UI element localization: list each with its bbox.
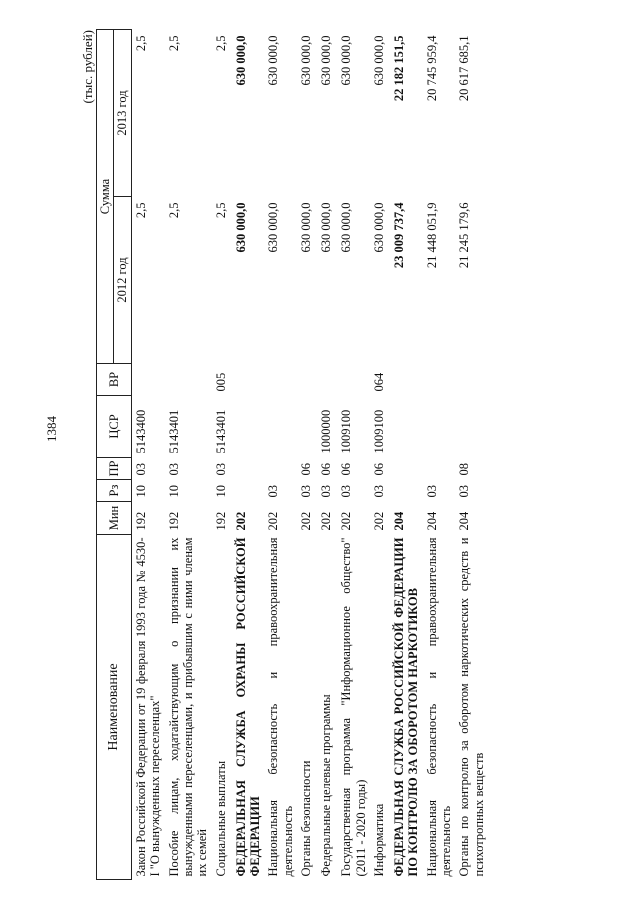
- table-row: [423, 30, 456, 880]
- row-min: 202: [371, 511, 386, 531]
- row-rz: 10: [213, 485, 228, 498]
- table-row: [390, 30, 423, 880]
- row-rz: 03: [299, 485, 314, 498]
- row-csr: 1000000: [319, 409, 334, 454]
- row-min: 192: [133, 511, 148, 531]
- row-vr: [165, 364, 212, 396]
- row-vr: [317, 364, 337, 396]
- row-2012: 630 000,0: [371, 202, 386, 253]
- row-name: Социальные выплаты: [213, 760, 228, 877]
- row-name: Пособие лицам, ходатайствующим о признании их вынужденными переселенцами, и прибывшим с ними членам их семей: [166, 537, 210, 877]
- row-min: 202: [233, 511, 248, 531]
- row-rz: 03: [424, 485, 439, 498]
- row-vr: [455, 364, 488, 396]
- row-name: Органы по контролю за оборотом наркотических средств и психотропных веществ: [457, 537, 486, 877]
- row-pr: [264, 458, 297, 480]
- header-csr: ЦСР: [97, 396, 132, 458]
- row-2012: 630 000,0: [339, 202, 354, 253]
- page-number: 1384: [44, 416, 59, 442]
- row-rz: [390, 480, 423, 502]
- table-row: [212, 30, 232, 880]
- row-name: Национальная безопасность и правоохранительная деятельность: [266, 537, 295, 877]
- table-row: [337, 30, 370, 880]
- row-rz: 10: [166, 485, 181, 498]
- row-min: 202: [319, 511, 334, 531]
- row-pr: [232, 458, 265, 480]
- units-label: (тыс. рублей): [80, 30, 95, 104]
- row-csr: [390, 396, 423, 458]
- header-min: Мин: [97, 502, 132, 535]
- row-2012: 2,5: [133, 202, 148, 219]
- row-csr: 5143400: [133, 409, 148, 454]
- row-vr: [297, 364, 317, 396]
- table-row: [317, 30, 337, 880]
- row-2013: 20 617 685,1: [457, 35, 472, 102]
- table-row: [297, 30, 317, 880]
- row-vr: [232, 364, 265, 396]
- row-name: Закон Российской Федерации от 19 февраля 1993 года № 4530-I "О вынужденных переселенцах": [133, 537, 163, 877]
- row-vr: [337, 364, 370, 396]
- row-name: Информатика: [371, 803, 386, 877]
- row-min: 202: [266, 511, 281, 531]
- row-rz: 03: [319, 485, 334, 498]
- row-2013: 20 745 959,4: [424, 35, 439, 102]
- row-vr: 064: [371, 372, 386, 392]
- row-vr: [390, 364, 423, 396]
- row-2012: 21 245 179,6: [457, 202, 472, 269]
- row-name: Органы безопасности: [299, 760, 314, 877]
- header-2013: 2013 год: [114, 30, 131, 197]
- table-row: [131, 30, 164, 880]
- row-rz: 03: [457, 485, 472, 498]
- row-2013: 630 000,0: [319, 35, 334, 86]
- row-vr: 005: [213, 372, 228, 392]
- row-pr: 08: [457, 463, 472, 476]
- row-min: 192: [166, 511, 181, 531]
- row-2013: 630 000,0: [299, 35, 314, 86]
- row-min: 204: [424, 511, 439, 531]
- row-name: Федеральные целевые программы: [319, 694, 334, 877]
- budget-table: [96, 29, 488, 880]
- row-2013: 630 000,0: [233, 35, 248, 86]
- row-rz: 03: [266, 485, 281, 498]
- row-rz: 10: [133, 485, 148, 498]
- row-name: ФЕДЕРАЛЬНАЯ СЛУЖБА ОХРАНЫ РОССИЙСКОЙ ФЕДЕРАЦИИ: [233, 537, 262, 877]
- row-2012: 2,5: [166, 202, 181, 219]
- header-pr: ПР: [97, 458, 132, 480]
- row-pr: 06: [371, 463, 386, 476]
- row-name: ФЕДЕРАЛЬНАЯ СЛУЖБА РОССИЙСКОЙ ФЕДЕРАЦИИ ПО КОНТРОЛЮ ЗА ОБОРОТОМ НАРКОТИКОВ: [391, 537, 421, 877]
- row-pr: 03: [166, 463, 181, 476]
- row-2013: 2,5: [213, 35, 228, 52]
- row-name: Государственная программа "Информационное общество" (2011 - 2020 годы): [339, 537, 368, 877]
- header-rz: Рз: [97, 480, 132, 502]
- row-2013: 2,5: [133, 35, 148, 52]
- row-csr: [232, 396, 265, 458]
- row-csr: [264, 396, 297, 458]
- row-2013: 22 182 151,5: [391, 35, 406, 102]
- row-min: 204: [457, 511, 472, 531]
- table-body: [131, 30, 488, 880]
- header-name: Наименование: [97, 535, 132, 880]
- row-csr: [423, 396, 456, 458]
- row-pr: [390, 458, 423, 480]
- row-min: 202: [339, 511, 354, 531]
- row-pr: 06: [319, 463, 334, 476]
- row-2012: 23 009 737,4: [391, 202, 406, 269]
- row-name: Национальная безопасность и правоохранительная деятельность: [424, 537, 453, 877]
- row-2012: 630 000,0: [233, 202, 248, 253]
- header-sum: Сумма: [97, 30, 114, 364]
- row-2013: 630 000,0: [339, 35, 354, 86]
- row-2012: 2,5: [213, 202, 228, 219]
- row-min: 204: [391, 511, 406, 531]
- row-rz: [232, 480, 265, 502]
- row-csr: 5143401: [166, 409, 181, 454]
- row-rz: 03: [339, 485, 354, 498]
- table-row: [165, 30, 212, 880]
- row-2012: 630 000,0: [266, 202, 281, 253]
- row-pr: 03: [133, 463, 148, 476]
- table-row: [370, 30, 390, 880]
- row-csr: [455, 396, 488, 458]
- header-2012: 2012 год: [114, 197, 131, 364]
- row-vr: [423, 364, 456, 396]
- row-pr: [423, 458, 456, 480]
- row-2012: 630 000,0: [299, 202, 314, 253]
- table-row: [232, 30, 265, 880]
- row-csr: 5143401: [213, 409, 228, 454]
- row-pr: 06: [299, 463, 314, 476]
- row-2013: 630 000,0: [266, 35, 281, 86]
- row-pr: 06: [339, 463, 354, 476]
- row-pr: 03: [213, 463, 228, 476]
- row-csr: 1009100: [339, 409, 354, 454]
- header-vr: ВР: [97, 364, 132, 396]
- row-csr: [297, 396, 317, 458]
- row-min: 192: [213, 511, 228, 531]
- row-min: 202: [299, 511, 314, 531]
- row-csr: 1009100: [371, 409, 386, 454]
- row-2013: 2,5: [166, 35, 181, 52]
- table-row: [455, 30, 488, 880]
- row-2013: 630 000,0: [371, 35, 386, 86]
- row-vr: [131, 364, 164, 396]
- rotated-page: [80, 30, 640, 880]
- row-2012: 630 000,0: [319, 202, 334, 253]
- row-2012: 21 448 051,9: [424, 202, 439, 269]
- row-rz: 03: [371, 485, 386, 498]
- row-vr: [264, 364, 297, 396]
- table-row: [264, 30, 297, 880]
